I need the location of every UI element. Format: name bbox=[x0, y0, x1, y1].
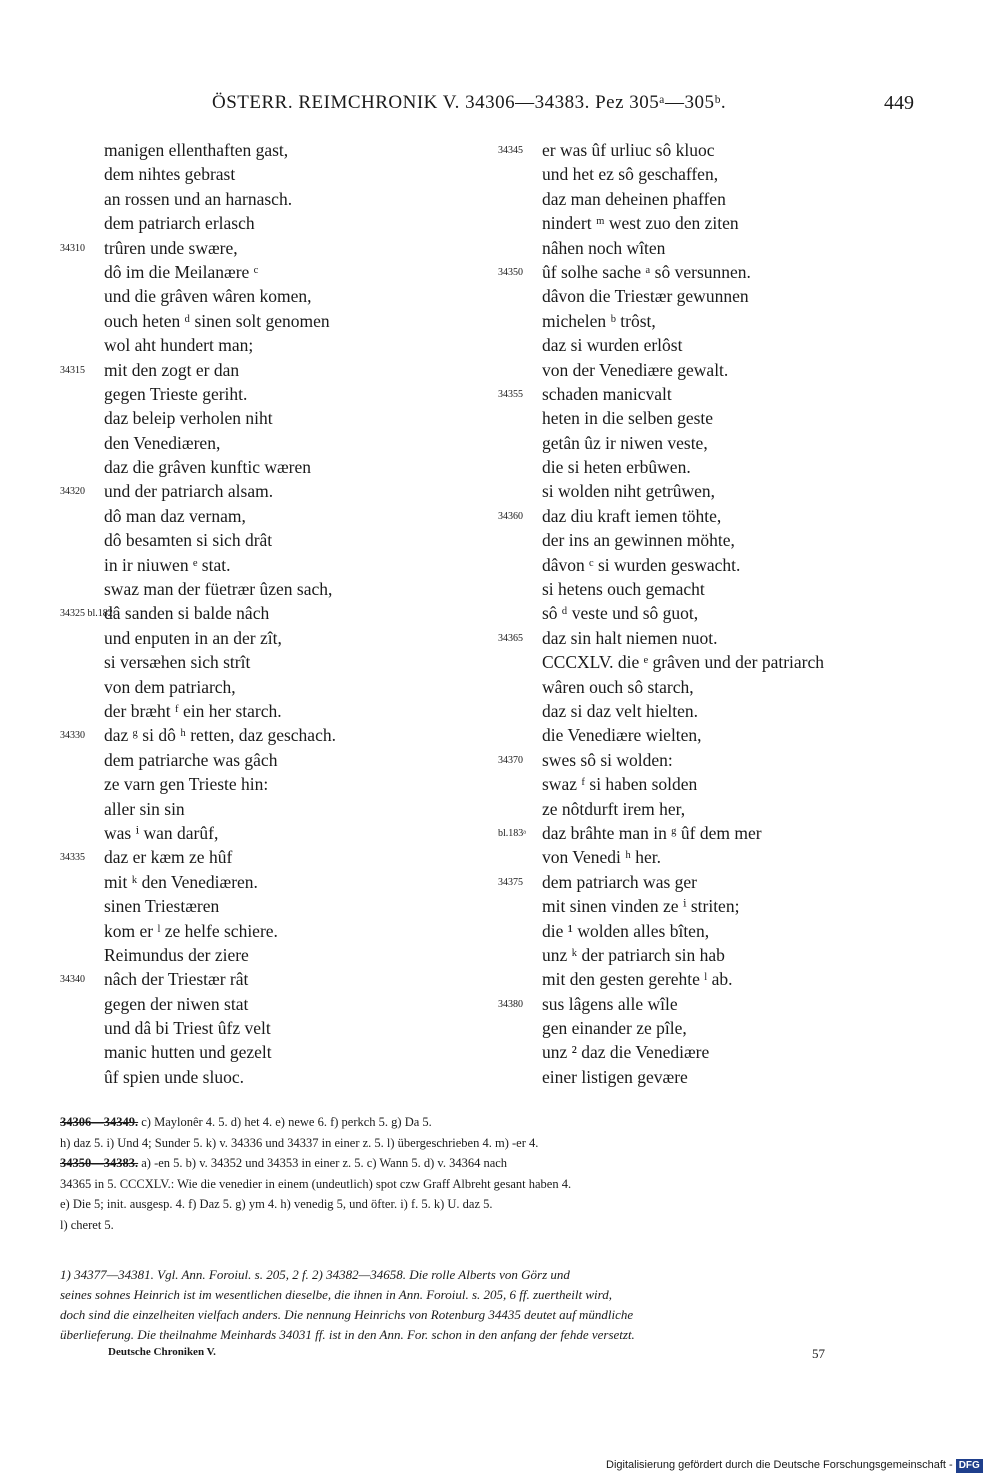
verse-text: dô im die Meilanære ᶜ bbox=[104, 261, 259, 282]
verse-text: und der patriarch alsam. bbox=[104, 481, 274, 502]
verse-text: mit den gesten gerehte ˡ ab. bbox=[542, 969, 733, 990]
verse-number: 34350 bbox=[498, 266, 523, 278]
verse-text: von der Venediære gewalt. bbox=[542, 359, 729, 380]
verse-text: ze varn gen Trieste hin: bbox=[104, 774, 269, 795]
verse-line bbox=[498, 138, 928, 162]
verse-text: Reimundus der ziere bbox=[104, 944, 249, 965]
verse-number: 34365 bbox=[498, 632, 523, 644]
apparatus-line: e) Die 5; init. ausgesp. 4. f) Daz 5. g) ym 4. h) venedig 5, und öfter. i) f. 5. k) U. daz 5. bbox=[60, 1197, 493, 1211]
verse-line bbox=[60, 919, 500, 943]
verse-text: an rossen und an harnasch. bbox=[104, 188, 293, 209]
verse-line bbox=[60, 309, 500, 333]
verse-line bbox=[60, 260, 500, 284]
verse-text: gegen der niwen stat bbox=[104, 993, 249, 1014]
verse-number: 34335 bbox=[60, 852, 85, 864]
verse-text: dem patriarch was ger bbox=[542, 871, 697, 892]
verse-line bbox=[498, 967, 928, 991]
verse-text: schaden manicvalt bbox=[542, 383, 672, 404]
verse-text: die Venediære wielten, bbox=[542, 725, 702, 746]
verse-text: wol aht hundert man; bbox=[104, 335, 254, 356]
verse-line bbox=[498, 553, 928, 577]
verse-line bbox=[60, 577, 500, 601]
verse-line bbox=[60, 406, 500, 430]
verse-line bbox=[498, 870, 928, 894]
verse-line bbox=[60, 528, 500, 552]
verse-number: 34370 bbox=[498, 754, 523, 766]
verse-text: dem patriarche was gâch bbox=[104, 749, 278, 770]
printer-signature: Deutsche Chroniken V. bbox=[108, 1346, 216, 1358]
verse-text: in ir niuwen ᵉ stat. bbox=[104, 554, 231, 575]
apparatus-line: h) daz 5. i) Und 4; Sunder 5. k) v. 34336 und 34337 in einer z. 5. l) übergeschrieben 4. m) -er 4. bbox=[60, 1135, 539, 1150]
verse-line bbox=[60, 601, 500, 625]
apparatus-text: c) Maylonêr 4. 5. d) het 4. e) newe 6. f) perkch 5. g) Da 5. bbox=[141, 1115, 432, 1129]
verse-text: heten in die selben geste bbox=[542, 408, 714, 429]
verse-line bbox=[60, 431, 500, 455]
verse-line bbox=[60, 1016, 500, 1040]
verse-text: die si heten erbûwen. bbox=[542, 457, 691, 478]
verse-line bbox=[498, 479, 928, 503]
verse-text: manigen ellenthaften gast, bbox=[104, 140, 289, 160]
verse-text: mit ᵏ den Venediæren. bbox=[104, 871, 258, 892]
verse-line bbox=[498, 406, 928, 430]
apparatus-line bbox=[60, 1112, 912, 1133]
verse-text: wâren ouch sô starch, bbox=[542, 676, 694, 697]
verse-number: 34360 bbox=[498, 510, 523, 522]
verse-line bbox=[60, 455, 500, 479]
footnote-line: überlieferung. Die theilnahme Meinhards 34031 ff. ist in den Ann. For. schon in den anfang der fehde versetzt. bbox=[60, 1327, 635, 1342]
verse-line bbox=[498, 431, 928, 455]
verse-number: 34355 bbox=[498, 388, 523, 400]
verse-text: si wolden niht getrûwen, bbox=[542, 481, 716, 502]
dfg-logo: DFG bbox=[956, 1459, 983, 1473]
verse-line bbox=[498, 455, 928, 479]
verse-text: von Venedi ʰ her. bbox=[542, 847, 662, 868]
verse-line bbox=[498, 992, 928, 1016]
verse-line bbox=[60, 845, 500, 869]
verse-line bbox=[60, 138, 500, 162]
verse-text: dâvon ᶜ si wurden geswacht. bbox=[542, 554, 741, 575]
verse-text: aller sin sin bbox=[104, 798, 185, 819]
sheet-number: 57 bbox=[812, 1346, 825, 1361]
verse-line bbox=[498, 284, 928, 308]
verse-text: dem nihtes gebrast bbox=[104, 164, 236, 185]
verse-text: den Venediæren, bbox=[104, 432, 221, 453]
verse-number: 34320 bbox=[60, 486, 85, 498]
verse-text: daz die grâven kunftic wæren bbox=[104, 457, 312, 478]
verse-text: daz man deheinen phaffen bbox=[542, 188, 726, 209]
verse-text: und dâ bi Triest ûfz velt bbox=[104, 1018, 271, 1039]
verse-line bbox=[60, 162, 500, 186]
verse-line bbox=[498, 1016, 928, 1040]
verse-text: CCCXLV. die ᵉ grâven und der patriarch bbox=[542, 652, 824, 673]
verse-text: was ⁱ wan darûf, bbox=[104, 822, 219, 843]
apparatus-text: a) -en 5. b) v. 34352 und 34353 in einer z. 5. c) Wann 5. d) v. 34364 nach bbox=[141, 1156, 508, 1170]
right-verse-column bbox=[498, 138, 928, 1089]
verse-text: und enputen in an der zît, bbox=[104, 627, 282, 648]
verse-text: von dem patriarch, bbox=[104, 676, 236, 697]
verse-text: michelen ᵇ trôst, bbox=[542, 310, 656, 331]
verse-line bbox=[498, 919, 928, 943]
verse-text: und die grâven wâren komen, bbox=[104, 286, 312, 307]
verse-text: daz diu kraft iemen töhte, bbox=[542, 505, 722, 526]
verse-text: die ¹ wolden alles bîten, bbox=[542, 920, 710, 941]
verse-number: 34330 bbox=[60, 730, 85, 742]
verse-line bbox=[60, 943, 500, 967]
verse-line bbox=[60, 967, 500, 991]
verse-line bbox=[60, 797, 500, 821]
verse-text: der bræht ᶠ ein her starch. bbox=[104, 700, 282, 721]
verse-line bbox=[60, 358, 500, 382]
verse-text: getân ûz ir niwen veste, bbox=[542, 432, 708, 453]
apparatus-line: 34365 in 5. CCCXLV.: Wie die venedier in einem (undeutlich) spot czw Graff Albreht gesant haben 4. bbox=[60, 1176, 572, 1191]
verse-line bbox=[60, 650, 500, 674]
verse-text: gegen Trieste geriht. bbox=[104, 383, 248, 404]
verse-number: 34380 bbox=[498, 998, 523, 1010]
verse-line bbox=[60, 772, 500, 796]
apparatus-line bbox=[60, 1153, 912, 1174]
verse-number: 34340 bbox=[60, 974, 85, 986]
verse-text: daz si daz velt hielten. bbox=[542, 700, 698, 721]
verse-text: ûf solhe sache ᵃ sô versunnen. bbox=[542, 261, 751, 282]
verse-line bbox=[60, 504, 500, 528]
verse-line bbox=[498, 797, 928, 821]
verse-line bbox=[498, 1040, 928, 1064]
verse-line bbox=[60, 626, 500, 650]
verse-text: swaz ᶠ si haben solden bbox=[542, 774, 698, 795]
left-verse-column bbox=[60, 138, 500, 1089]
verse-text: einer listigen gevære bbox=[542, 1066, 688, 1087]
verse-number: bl.183ᵃ bbox=[498, 827, 527, 839]
verse-line bbox=[498, 358, 928, 382]
verse-line bbox=[498, 162, 928, 186]
apparatus-line: l) cheret 5. bbox=[60, 1217, 114, 1232]
verse-text: gen einander ze pîle, bbox=[542, 1018, 687, 1039]
verse-line bbox=[498, 528, 928, 552]
verse-line bbox=[498, 211, 928, 235]
verse-line bbox=[498, 260, 928, 284]
verse-line bbox=[60, 675, 500, 699]
verse-line bbox=[60, 870, 500, 894]
verse-text: sus lâgens alle wîle bbox=[542, 993, 678, 1014]
verse-text: unz ² daz die Venediære bbox=[542, 1042, 710, 1063]
verse-line bbox=[60, 333, 500, 357]
verse-text: nâhen noch wîten bbox=[542, 237, 666, 258]
verse-text: und het ez sô geschaffen, bbox=[542, 164, 719, 185]
verse-text: daz sin halt niemen nuot. bbox=[542, 627, 718, 648]
verse-line bbox=[60, 723, 500, 747]
verse-number: 34345 bbox=[498, 145, 523, 156]
verse-line bbox=[60, 699, 500, 723]
verse-line bbox=[498, 943, 928, 967]
verse-text: daz er kæm ze hûf bbox=[104, 847, 233, 868]
footnote-line: 1) 34377—34381. Vgl. Ann. Foroiul. s. 205, 2 f. 2) 34382—34658. Die rolle Alberts von Görz und bbox=[60, 1267, 570, 1282]
verse-text: nâch der Triestær rât bbox=[104, 969, 249, 990]
verse-text: dem patriarch erlasch bbox=[104, 213, 255, 234]
credit-text: Digitalisierung gefördert durch die Deutsche Forschungsgemeinschaft - bbox=[606, 1459, 953, 1471]
verse-number: 34315 bbox=[60, 364, 85, 376]
verse-number: 34375 bbox=[498, 876, 523, 888]
verse-text: ze nôtdurft irem her, bbox=[542, 798, 686, 819]
verse-text: daz brâhte man in ᵍ ûf dem mer bbox=[542, 822, 762, 843]
verse-text: nindert ᵐ west zuo den ziten bbox=[542, 213, 739, 234]
verse-text: trûren unde swære, bbox=[104, 237, 238, 258]
verse-line bbox=[60, 187, 500, 211]
verse-text: dô man daz vernam, bbox=[104, 505, 246, 526]
verse-line bbox=[498, 650, 928, 674]
footnote-line: seines sohnes Heinrich ist im wesentlichen dieselbe, die ihnen in Ann. Foroiul. s. 205, 6 ff. zuertheilt wird, bbox=[60, 1287, 612, 1302]
verse-line bbox=[60, 821, 500, 845]
verse-line bbox=[498, 236, 928, 260]
verse-line bbox=[498, 309, 928, 333]
verse-line bbox=[60, 284, 500, 308]
verse-line bbox=[498, 748, 928, 772]
verse-text: si hetens ouch gemacht bbox=[542, 579, 705, 600]
verse-line bbox=[60, 479, 500, 503]
verse-line bbox=[498, 577, 928, 601]
critical-apparatus bbox=[60, 1112, 912, 1235]
verse-line bbox=[498, 699, 928, 723]
verse-number: 34310 bbox=[60, 242, 85, 254]
verse-text: swaz man der füetrær ûzen sach, bbox=[104, 579, 333, 600]
verse-text: daz ᵍ si dô ʰ retten, daz geschach. bbox=[104, 725, 336, 746]
verse-line bbox=[498, 894, 928, 918]
page-number: 449 bbox=[884, 92, 914, 114]
verse-text: der ins an gewinnen möhte, bbox=[542, 530, 735, 551]
verse-line bbox=[498, 772, 928, 796]
verse-text: er was ûf urliuc sô kluoc bbox=[542, 140, 715, 160]
verse-line bbox=[498, 821, 928, 845]
verse-line bbox=[498, 504, 928, 528]
verse-text: unz ᵏ der patriarch sin hab bbox=[542, 944, 725, 965]
verse-text: daz beleip verholen niht bbox=[104, 408, 273, 429]
verse-line bbox=[60, 748, 500, 772]
verse-line bbox=[60, 236, 500, 260]
verse-text: manic hutten und gezelt bbox=[104, 1042, 272, 1063]
running-header bbox=[60, 92, 920, 122]
verse-text: daz si wurden erlôst bbox=[542, 335, 683, 356]
verse-line bbox=[498, 187, 928, 211]
footnote-line: doch sind die einzelheiten vielfach anders. Die nennung Heinrichs von Rotenburg 34435 deutet auf mündliche bbox=[60, 1307, 634, 1322]
verse-line bbox=[498, 845, 928, 869]
verse-text: dâ sanden si balde nâch bbox=[104, 603, 270, 624]
digitization-credit bbox=[606, 1456, 996, 1474]
verse-number: 34325 bl.182ᵃ bbox=[60, 608, 116, 620]
verse-line bbox=[498, 333, 928, 357]
verse-text: si versæhen sich strît bbox=[104, 652, 251, 673]
verse-line bbox=[498, 626, 928, 650]
verse-line bbox=[60, 553, 500, 577]
verse-text: ûf spien unde sluoc. bbox=[104, 1066, 244, 1087]
verse-text: mit den zogt er dan bbox=[104, 359, 240, 380]
verse-line bbox=[60, 1040, 500, 1064]
footnotes bbox=[60, 1265, 912, 1345]
apparatus-range: 34306—34349. bbox=[60, 1115, 139, 1129]
verse-line bbox=[498, 675, 928, 699]
verse-text: dô besamten si sich drât bbox=[104, 530, 273, 551]
verse-line bbox=[60, 992, 500, 1016]
verse-line bbox=[60, 894, 500, 918]
verse-line bbox=[498, 1065, 928, 1089]
verse-line bbox=[60, 211, 500, 235]
verse-line bbox=[498, 723, 928, 747]
running-title: ÖSTERR. REIMCHRONIK V. 34306—34383. Pez 305ᵃ—305ᵇ. bbox=[212, 92, 727, 113]
verse-line bbox=[498, 382, 928, 406]
verse-text: dâvon die Triestær gewunnen bbox=[542, 286, 749, 307]
verse-line bbox=[60, 1065, 500, 1089]
apparatus-range: 34350—34383. bbox=[60, 1156, 139, 1170]
verse-text: sinen Triestæren bbox=[104, 896, 220, 917]
verse-text: mit sinen vinden ze ⁱ striten; bbox=[542, 896, 740, 917]
verse-line bbox=[60, 382, 500, 406]
verse-text: sô ᵈ veste und sô guot, bbox=[542, 603, 699, 624]
verse-text: swes sô si wolden: bbox=[542, 749, 673, 770]
verse-text: ouch heten ᵈ sinen solt genomen bbox=[104, 310, 330, 331]
verse-text: kom er ˡ ze helfe schiere. bbox=[104, 920, 278, 941]
verse-line bbox=[498, 601, 928, 625]
